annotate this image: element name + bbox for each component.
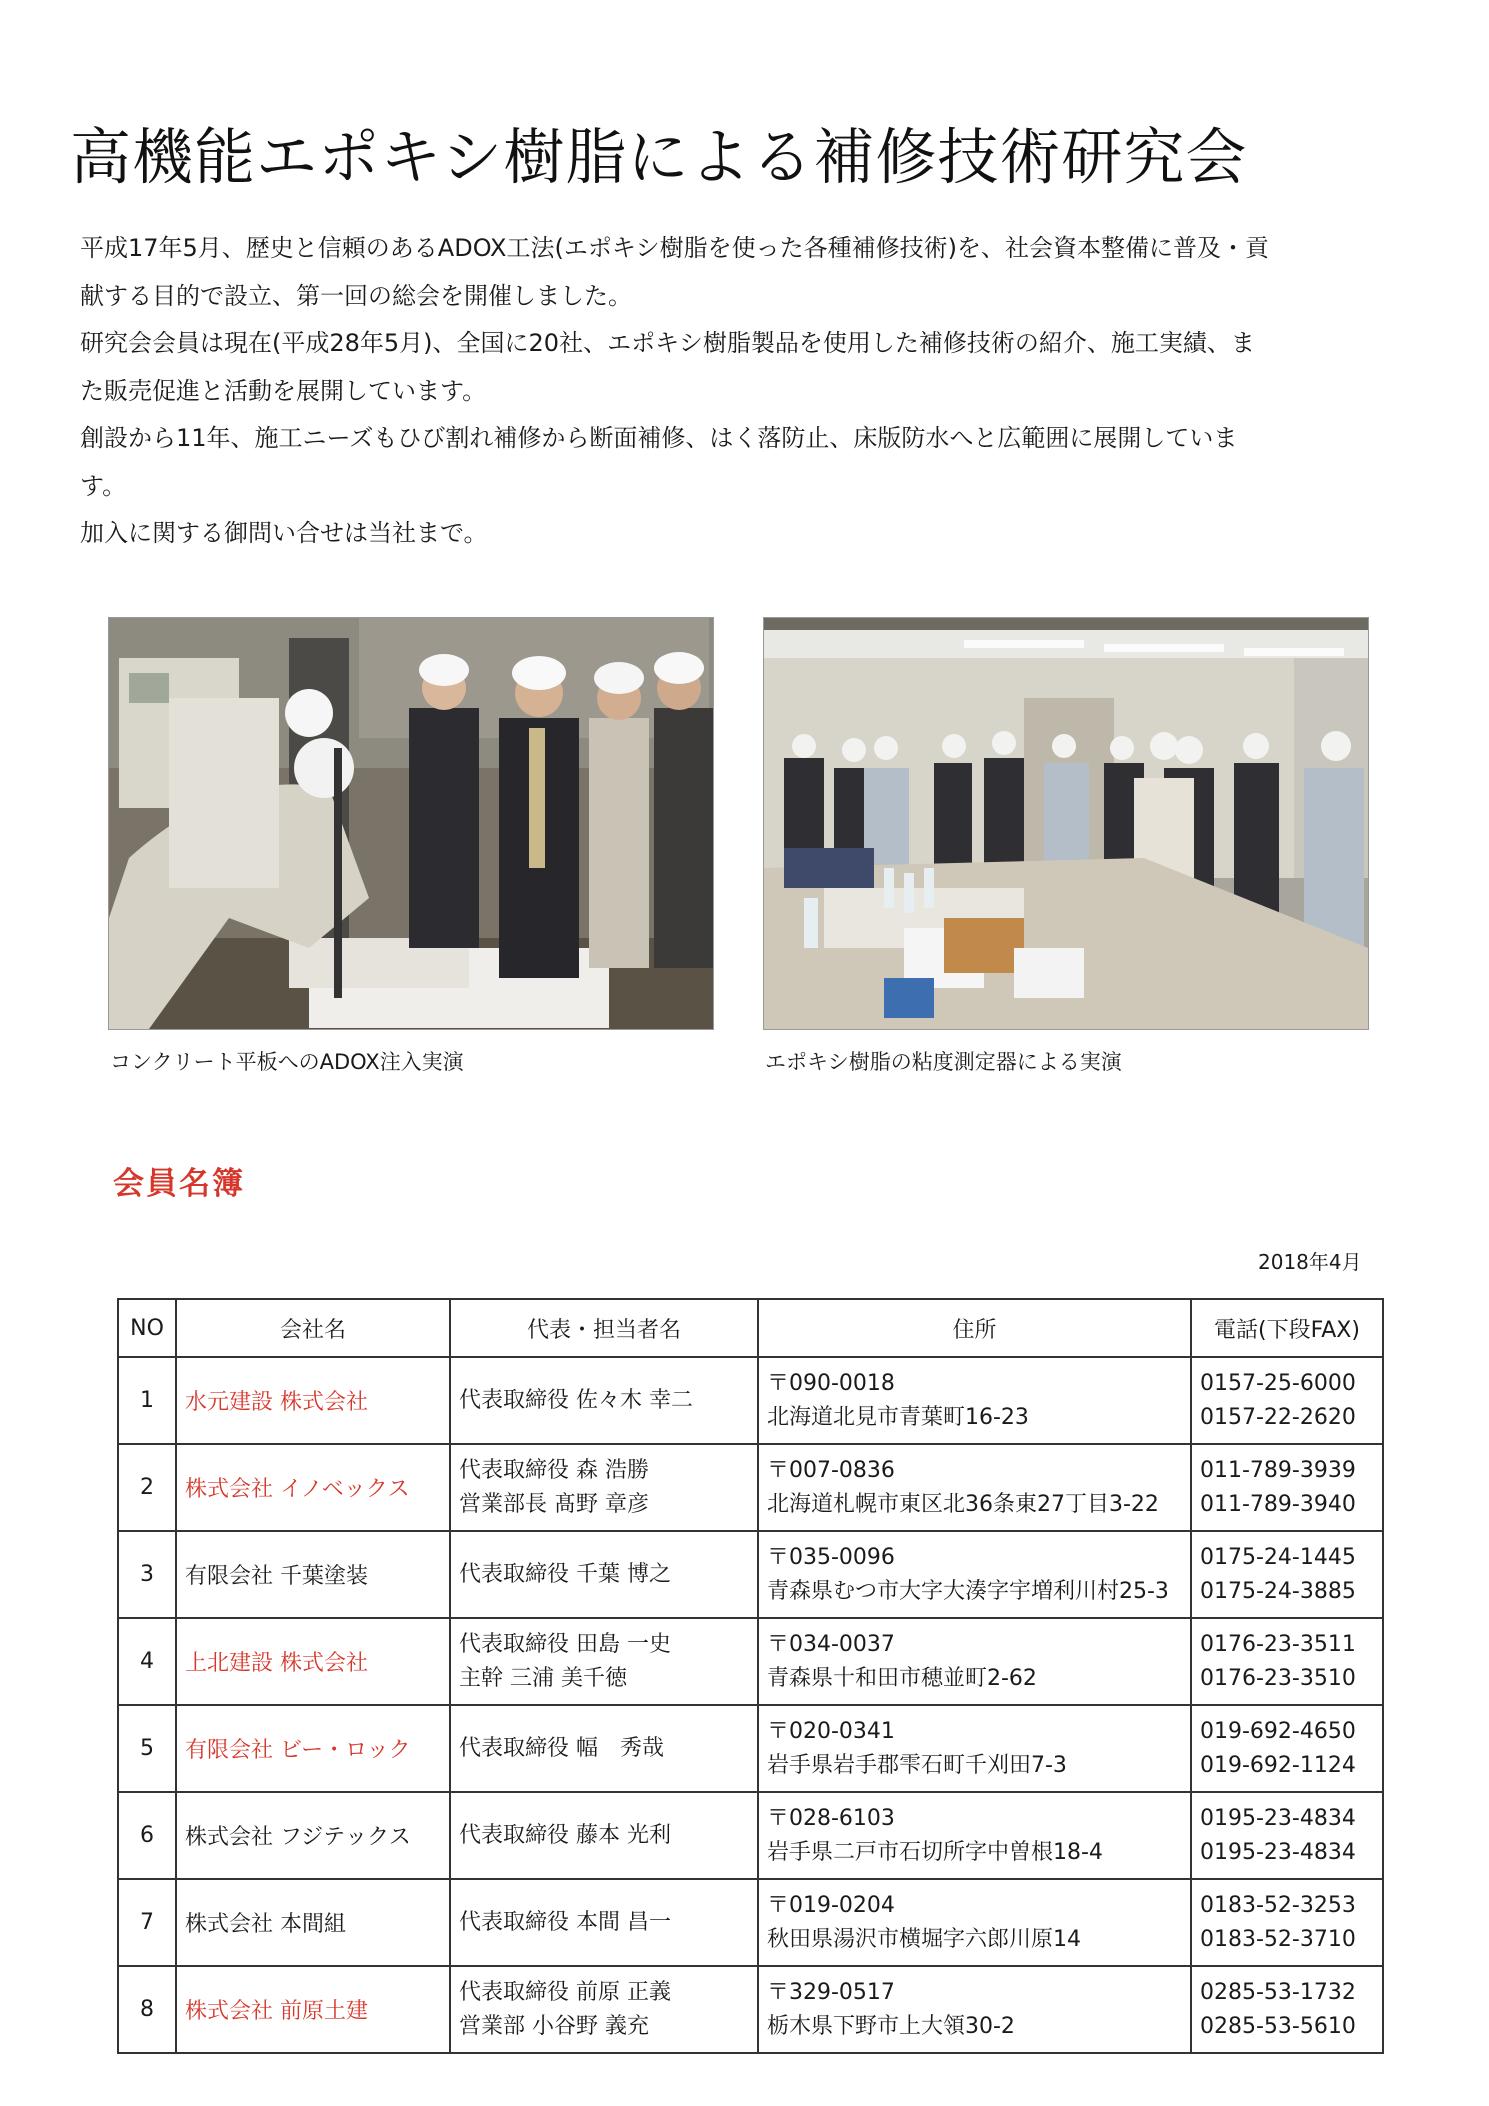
phone-cell: [1191, 1705, 1383, 1792]
company-name: 有限会社 ビー・ロック: [176, 1705, 450, 1792]
fax-number: 0195-23-4834: [1200, 1839, 1356, 1865]
street-address: 青森県むつ市大字大湊字宇増利川村25-3: [767, 1578, 1169, 1604]
address-cell: [758, 1792, 1191, 1879]
fax-number: 0183-52-3710: [1200, 1926, 1356, 1952]
representative-name: 代表取締役 前原 正義: [459, 1979, 671, 2005]
representative-name: 代表取締役 本間 昌一: [459, 1909, 671, 1935]
representative-cell: [450, 1444, 758, 1531]
phone-number: 0285-53-1732: [1200, 1979, 1356, 2005]
phone-cell: [1191, 1357, 1383, 1444]
intro-line: 平成17年5月、歴史と信頼のあるADOX工法(エポキシ樹脂を使った各種補修技術)を、社会資本整備に普及・貢: [80, 234, 1269, 262]
postal-code: 〒034-0037: [767, 1631, 895, 1657]
phone-number: 019-692-4650: [1200, 1718, 1356, 1744]
intro-text: [80, 225, 1410, 558]
postal-code: 〒019-0204: [767, 1892, 895, 1918]
fax-number: 0157-22-2620: [1200, 1404, 1356, 1430]
representative-cell: [450, 1879, 758, 1966]
postal-code: 〒020-0341: [767, 1718, 895, 1744]
table-row: [118, 1792, 1383, 1879]
table-row: [118, 1618, 1383, 1705]
table-row: [118, 1966, 1383, 2053]
postal-code: 〒329-0517: [767, 1979, 895, 2005]
company-name: 株式会社 前原土建: [176, 1966, 450, 2053]
fax-number: 0175-24-3885: [1200, 1578, 1356, 1604]
member-no: 4: [118, 1618, 176, 1705]
phone-number: 0183-52-3253: [1200, 1892, 1356, 1918]
phone-number: 0195-23-4834: [1200, 1805, 1356, 1831]
member-table: [117, 1298, 1384, 2054]
address-cell: [758, 1879, 1191, 1966]
phone-cell: [1191, 1618, 1383, 1705]
column-header-representative: 代表・担当者名: [450, 1299, 758, 1357]
member-no: 1: [118, 1357, 176, 1444]
table-row: [118, 1879, 1383, 1966]
address-cell: [758, 1618, 1191, 1705]
representative-cell: [450, 1792, 758, 1879]
phone-cell: [1191, 1792, 1383, 1879]
postal-code: 〒090-0018: [767, 1370, 895, 1396]
table-row: [118, 1705, 1383, 1792]
phone-cell: [1191, 1531, 1383, 1618]
intro-line: 加入に関する御問い合せは当社まで。: [80, 519, 488, 547]
demo-photo-viscosity-measurement: [763, 617, 1369, 1030]
page-title: 高機能エポキシ樹脂による補修技術研究会: [70, 121, 1248, 193]
contact-person-name: 営業部 小谷野 義充: [459, 2013, 649, 2039]
representative-cell: [450, 1966, 758, 2053]
phone-cell: [1191, 1966, 1383, 2053]
phone-number: 0157-25-6000: [1200, 1370, 1356, 1396]
member-no: 5: [118, 1705, 176, 1792]
representative-name: 代表取締役 幅 秀哉: [459, 1735, 664, 1761]
contact-person-name: 営業部長 髙野 章彦: [459, 1491, 649, 1517]
intro-line: 創設から11年、施工ニーズもひび割れ補修から断面補修、はく落防止、床版防水へと広範囲に展開していま: [80, 424, 1238, 452]
column-header-company: 会社名: [176, 1299, 450, 1357]
photo-caption: コンクリート平板へのADOX注入実演: [110, 1050, 464, 1074]
member-no: 7: [118, 1879, 176, 1966]
phone-cell: [1191, 1444, 1383, 1531]
fax-number: 019-692-1124: [1200, 1752, 1356, 1778]
phone-number: 0175-24-1445: [1200, 1544, 1356, 1570]
contact-person-name: 主幹 三浦 美千徳: [459, 1665, 627, 1691]
address-cell: [758, 1444, 1191, 1531]
phone-number: 011-789-3939: [1200, 1457, 1356, 1483]
street-address: 北海道札幌市東区北36条東27丁目3-22: [767, 1491, 1159, 1517]
representative-cell: [450, 1357, 758, 1444]
table-row: [118, 1444, 1383, 1531]
street-address: 青森県十和田市穂並町2-62: [767, 1665, 1037, 1691]
company-name: 株式会社 イノベックス: [176, 1444, 450, 1531]
column-header-phone: 電話(下段FAX): [1191, 1299, 1383, 1357]
postal-code: 〒028-6103: [767, 1805, 895, 1831]
roster-date: 2018年4月: [1258, 1250, 1362, 1274]
member-no: 2: [118, 1444, 176, 1531]
representative-name: 代表取締役 藤本 光利: [459, 1822, 671, 1848]
member-no: 6: [118, 1792, 176, 1879]
table-header-row: [118, 1299, 1383, 1357]
address-cell: [758, 1705, 1191, 1792]
representative-cell: [450, 1705, 758, 1792]
phone-cell: [1191, 1879, 1383, 1966]
intro-line: 献する目的で設立、第一回の総会を開催しました。: [80, 281, 632, 310]
phone-number: 0176-23-3511: [1200, 1631, 1356, 1657]
representative-cell: [450, 1531, 758, 1618]
representative-name: 代表取締役 佐々木 幸二: [459, 1387, 693, 1413]
street-address: 栃木県下野市上大領30-2: [767, 2013, 1015, 2039]
company-name: 株式会社 フジテックス: [176, 1792, 450, 1879]
demo-photo-adox-injection: [108, 617, 714, 1030]
representative-cell: [450, 1618, 758, 1705]
column-header-address: 住所: [758, 1299, 1191, 1357]
fax-number: 011-789-3940: [1200, 1491, 1356, 1517]
fax-number: 0176-23-3510: [1200, 1665, 1356, 1691]
street-address: 岩手県二戸市石切所字中曽根18-4: [767, 1839, 1103, 1865]
photo-caption: エポキシ樹脂の粘度測定器による実演: [765, 1050, 1122, 1074]
table-row: [118, 1357, 1383, 1444]
address-cell: [758, 1966, 1191, 2053]
intro-line: た販売促進と活動を展開しています。: [80, 376, 487, 405]
table-row: [118, 1531, 1383, 1618]
member-no: 8: [118, 1966, 176, 2053]
company-name: 水元建設 株式会社: [176, 1357, 450, 1444]
representative-name: 代表取締役 千葉 博之: [459, 1561, 671, 1587]
street-address: 秋田県湯沢市横堀字六郎川原14: [767, 1926, 1081, 1952]
fax-number: 0285-53-5610: [1200, 2013, 1356, 2039]
address-cell: [758, 1531, 1191, 1618]
company-name: 有限会社 千葉塗装: [176, 1531, 450, 1618]
representative-name: 代表取締役 森 浩勝: [459, 1457, 649, 1483]
postal-code: 〒007-0836: [767, 1457, 895, 1483]
intro-line: す。: [80, 471, 127, 500]
roster-heading: 会員名簿: [113, 1166, 245, 1202]
intro-line: 研究会会員は現在(平成28年5月)、全国に20社、エポキシ樹脂製品を使用した補修技術の紹介、施工実績、ま: [80, 329, 1255, 357]
postal-code: 〒035-0096: [767, 1544, 895, 1570]
street-address: 北海道北見市青葉町16-23: [767, 1404, 1029, 1430]
address-cell: [758, 1357, 1191, 1444]
company-name: 株式会社 本間組: [176, 1879, 450, 1966]
street-address: 岩手県岩手郡雫石町千刈田7-3: [767, 1752, 1067, 1778]
representative-name: 代表取締役 田島 一史: [459, 1631, 671, 1657]
company-name: 上北建設 株式会社: [176, 1618, 450, 1705]
column-header-no: NO: [118, 1299, 176, 1357]
member-no: 3: [118, 1531, 176, 1618]
